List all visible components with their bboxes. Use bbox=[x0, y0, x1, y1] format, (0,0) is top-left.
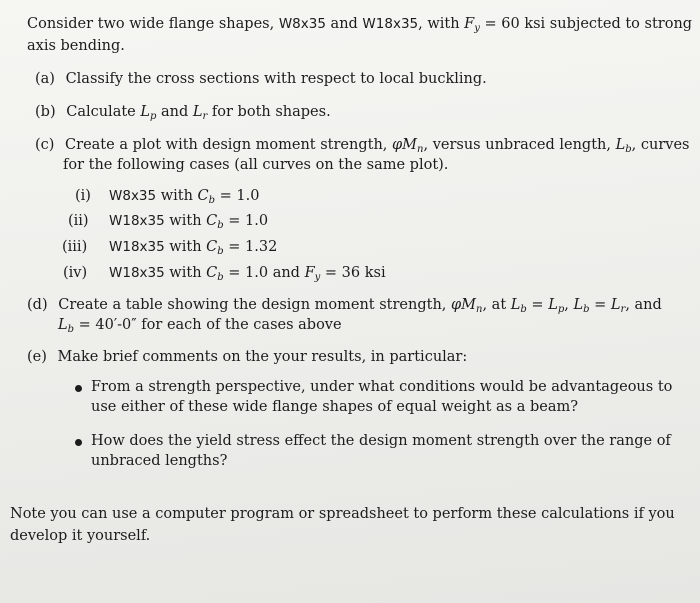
part-e bbox=[27, 348, 467, 366]
math-symbol: C bbox=[206, 265, 218, 281]
case-label: (iii) bbox=[62, 239, 88, 255]
math-subscript: b bbox=[217, 246, 224, 257]
case-item bbox=[63, 264, 386, 287]
part-text: , bbox=[564, 297, 574, 313]
part-label: (e) bbox=[27, 349, 47, 365]
math-symbol: F bbox=[464, 16, 475, 32]
case-text: with bbox=[164, 213, 207, 229]
case-text: with bbox=[164, 239, 207, 255]
intro-line-2: axis bending. bbox=[27, 38, 125, 54]
math-symbol: φM bbox=[392, 137, 418, 153]
part-text: Create a table showing the design moment strength, bbox=[58, 297, 452, 313]
bullet-1-line-2: use either of these wide flange shapes of equal weight as a beam? bbox=[91, 399, 579, 415]
case-text: = 36 ksi bbox=[320, 265, 386, 281]
bullet-2-line-2: unbraced lengths? bbox=[91, 453, 228, 469]
part-text: , and bbox=[625, 297, 662, 313]
part-text: for both shapes. bbox=[207, 104, 331, 120]
part-b bbox=[35, 103, 331, 126]
math-symbol: L bbox=[140, 104, 150, 120]
case-text: with bbox=[164, 265, 207, 281]
shape-name: W18x35 bbox=[109, 239, 165, 255]
case-text: = 1.0 and bbox=[223, 265, 305, 281]
part-text: Classify the cross sections with respect to local buckling. bbox=[65, 71, 487, 87]
shape-name: W18x35 bbox=[362, 16, 419, 32]
part-d-line-2 bbox=[58, 316, 342, 339]
part-a bbox=[35, 70, 487, 88]
math-subscript: b bbox=[520, 304, 527, 315]
math-subscript: b bbox=[208, 195, 216, 206]
case-label: (ii) bbox=[68, 213, 89, 229]
math-subscript: b bbox=[67, 324, 75, 335]
part-text: , at bbox=[482, 297, 511, 313]
bullet-icon bbox=[75, 439, 82, 446]
part-text: Create a plot with design moment strength, bbox=[65, 137, 393, 153]
math-symbol: L bbox=[192, 104, 203, 120]
math-subscript: r bbox=[620, 304, 626, 315]
case-item bbox=[68, 212, 268, 235]
math-symbol: φM bbox=[451, 297, 477, 313]
part-label: (b) bbox=[35, 104, 56, 120]
part-label: (c) bbox=[35, 137, 55, 153]
math-subscript: b bbox=[625, 144, 632, 155]
part-c-line-2: for the following cases (all curves on the same plot). bbox=[63, 157, 449, 173]
case-item bbox=[75, 187, 260, 210]
math-symbol: L bbox=[610, 297, 621, 313]
math-symbol: C bbox=[206, 239, 218, 255]
intro-text: Consider two wide flange shapes, bbox=[27, 16, 279, 32]
math-subscript: y bbox=[314, 272, 321, 283]
math-symbol: C bbox=[197, 188, 209, 204]
math-subscript: b bbox=[217, 272, 224, 283]
math-subscript: b bbox=[217, 220, 224, 231]
part-text: = bbox=[589, 297, 611, 313]
math-subscript: p bbox=[557, 304, 565, 315]
part-text: and bbox=[156, 104, 193, 120]
case-text: = 1.0 bbox=[215, 188, 260, 204]
math-symbol: L bbox=[548, 297, 558, 313]
math-subscript: r bbox=[202, 111, 208, 122]
case-label: (iv) bbox=[63, 265, 88, 281]
part-text: = 40′-0″ for each of the cases above bbox=[74, 317, 342, 333]
case-label: (i) bbox=[75, 188, 91, 204]
math-subscript: y bbox=[474, 23, 480, 34]
intro-line-1 bbox=[27, 15, 692, 38]
intro-text: = 60 ksi subjected to strong bbox=[479, 16, 693, 32]
part-text: , versus unbraced length, bbox=[423, 137, 616, 153]
part-text: , curves bbox=[631, 137, 690, 153]
math-symbol: C bbox=[206, 213, 218, 229]
math-subscript: p bbox=[150, 111, 157, 122]
note-line-1: Note you can use a computer program or spreadsheet to perform these calculations if you bbox=[10, 506, 675, 522]
shape-name: W8x35 bbox=[278, 16, 326, 32]
math-subscript: n bbox=[417, 144, 424, 155]
math-symbol: L bbox=[58, 317, 68, 333]
math-symbol: L bbox=[510, 297, 521, 313]
math-symbol: L bbox=[615, 137, 626, 153]
case-text: with bbox=[156, 188, 198, 204]
part-label: (a) bbox=[35, 71, 55, 87]
shape-name: W18x35 bbox=[109, 213, 165, 229]
bullet-icon bbox=[75, 385, 82, 392]
math-symbol: F bbox=[304, 265, 315, 281]
part-label: (d) bbox=[27, 297, 48, 313]
math-symbol: L bbox=[573, 297, 584, 313]
note-line-2: develop it yourself. bbox=[10, 528, 151, 544]
intro-text: and bbox=[325, 16, 363, 32]
shape-name: W18x35 bbox=[109, 265, 165, 281]
bullet-2-line-1: How does the yield stress effect the design moment strength over the range of bbox=[91, 433, 671, 449]
shape-name: W8x35 bbox=[109, 188, 157, 204]
case-item bbox=[62, 238, 277, 261]
math-subscript: b bbox=[583, 304, 590, 315]
math-subscript: n bbox=[476, 304, 483, 315]
part-text: Make brief comments on the your results, in particular: bbox=[57, 349, 468, 365]
case-text: = 1.32 bbox=[223, 239, 278, 255]
bullet-1-line-1: From a strength perspective, under what conditions would be advantageous to bbox=[91, 379, 673, 395]
part-text: = bbox=[526, 297, 549, 313]
case-text: = 1.0 bbox=[223, 213, 269, 229]
part-text: Calculate bbox=[66, 104, 141, 120]
intro-text: , with bbox=[418, 16, 465, 32]
